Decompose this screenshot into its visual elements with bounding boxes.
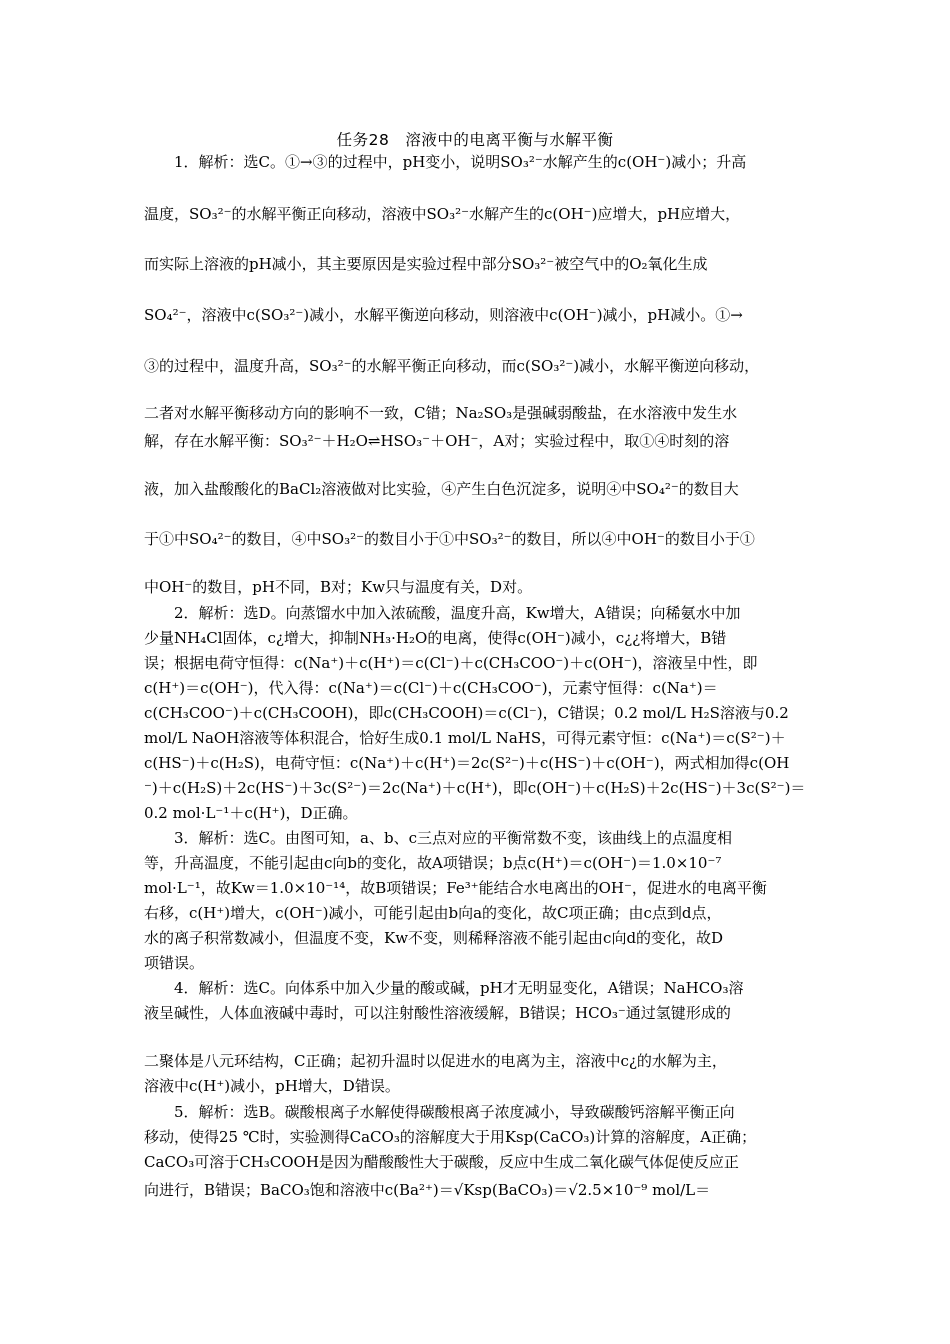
- text-line: 液，加入盐酸酸化的BaCl₂溶液做对比实验，④产生白色沉淀多，说明④中SO₄²⁻的数目大: [144, 480, 739, 498]
- text-line: 右移，c(H⁺)增大，c(OH⁻)减小，可能引起由b向a的变化，故C项正确；由c点到d点，: [144, 904, 722, 922]
- text-line: 溶液中c(H⁺)减小，pH增大，D错误。: [144, 1077, 400, 1095]
- text-line: mol·L⁻¹，故Kw＝1.0×10⁻¹⁴，故B项错误；Fe³⁺能结合水电离出的OH⁻，促进水的电离平衡: [144, 879, 767, 897]
- text-line: 5．解析：选B。碳酸根离子水解使得碳酸根离子浓度减小，导致碳酸钙溶解平衡正向: [144, 1103, 735, 1121]
- text-line: mol/L NaOH溶液等体积混合，恰好生成0.1 mol/L NaHS，可得元素守恒：c(Na⁺)＝c(S²⁻)＋: [144, 729, 786, 747]
- text-line: 少量NH₄Cl固体，c¿增大，抑制NH₃·H₂O的电离，使得c(OH⁻)减小，c¿¿将增大，B错: [144, 629, 727, 647]
- text-line: 水的离子积常数减小，但温度不变，Kw不变，则稀释溶液不能引起由c向d的变化，故D: [144, 929, 724, 947]
- text-line: 解，存在水解平衡：SO₃²⁻＋H₂O⇌HSO₃⁻＋OH⁻，A对；实验过程中，取①④时刻的溶: [144, 432, 730, 450]
- text-line: 向进行，B错误；BaCO₃饱和溶液中c(Ba²⁺)＝√Ksp(BaCO₃)＝√2.5×10⁻⁹ mol/L＝: [144, 1181, 711, 1199]
- page-title: 任务28 溶液中的电离平衡与水解平衡: [336, 131, 614, 149]
- text-line: c(CH₃COO⁻)＋c(CH₃COOH)，即c(CH₃COOH)＝c(Cl⁻)，C错误；0.2 mol/L H₂S溶液与0.2: [144, 704, 789, 722]
- text-line: ③的过程中，温度升高，SO₃²⁻的水解平衡正向移动，而c(SO₃²⁻)减小，水解平衡逆向移动，: [144, 357, 760, 375]
- text-line: 1．解析：选C。①→③的过程中，pH变小，说明SO₃²⁻水解产生的c(OH⁻)减小；升高: [144, 153, 747, 171]
- text-line: 液呈碱性，人体血液碱中毒时，可以注射酸性溶液缓解，B错误；HCO₃⁻通过氢键形成的: [144, 1004, 731, 1022]
- text-line: 中OH⁻的数目，pH不同，B对；Kw只与温度有关，D对。: [144, 578, 533, 596]
- text-line: 误；根据电荷守恒得：c(Na⁺)＋c(H⁺)＝c(Cl⁻)＋c(CH₃COO⁻)＋c(OH⁻)，溶液呈中性，即: [144, 654, 758, 672]
- text-line: 移动，使得25 ℃时，实验测得CaCO₃的溶解度大于用Ksp(CaCO₃)计算的溶解度，A正确；: [144, 1128, 757, 1146]
- text-line: ⁻)＋c(H₂S)＋2c(HS⁻)＋3c(S²⁻)＝2c(Na⁺)＋c(H⁺)，即c(OH⁻)＋c(H₂S)＋2c(HS⁻)＋3c(S²⁻)＝: [144, 779, 806, 797]
- text-line: 0.2 mol·L⁻¹＋c(H⁺)，D正确。: [144, 804, 358, 822]
- text-line: c(H⁺)＝c(OH⁻)，代入得：c(Na⁺)＝c(Cl⁻)＋c(CH₃COO⁻)，元素守恒得：c(Na⁺)＝: [144, 679, 718, 697]
- text-line: 4．解析：选C。向体系中加入少量的酸或碱，pH才无明显变化，A错误；NaHCO₃溶: [144, 979, 744, 997]
- text-line: 而实际上溶液的pH减小，其主要原因是实验过程中部分SO₃²⁻被空气中的O₂氧化生成: [144, 255, 708, 273]
- text-line: 等，升高温度，不能引起由c向b的变化，故A项错误；b点c(H⁺)＝c(OH⁻)＝1.0×10⁻⁷: [144, 854, 722, 872]
- text-line: SO₄²⁻，溶液中c(SO₃²⁻)减小，水解平衡逆向移动，则溶液中c(OH⁻)减小，pH减小。①→: [144, 306, 743, 324]
- text-line: 二聚体是八元环结构，C正确；起初升温时以促进水的电离为主，溶液中c¿的水解为主，: [144, 1052, 727, 1070]
- text-line: CaCO₃可溶于CH₃COOH是因为醋酸酸性大于碳酸，反应中生成二氧化碳气体促使反应正: [144, 1153, 739, 1171]
- text-line: 于①中SO₄²⁻的数目，④中SO₃²⁻的数目小于①中SO₃²⁻的数目，所以④中OH⁻的数目小于①: [144, 530, 755, 548]
- text-line: 项错误。: [144, 954, 205, 972]
- text-line: 2．解析：选D。向蒸馏水中加入浓硫酸，温度升高，Kw增大，A错误；向稀氨水中加: [144, 604, 741, 622]
- text-line: c(HS⁻)＋c(H₂S)，电荷守恒：c(Na⁺)＋c(H⁺)＝2c(S²⁻)＋c(HS⁻)＋c(OH⁻)，两式相加得c(OH: [144, 754, 790, 772]
- text-line: 3．解析：选C。由图可知，a、b、c三点对应的平衡常数不变，该曲线上的点温度相: [144, 829, 732, 847]
- text-line: 温度，SO₃²⁻的水解平衡正向移动，溶液中SO₃²⁻水解产生的c(OH⁻)应增大，pH应增大，: [144, 205, 741, 223]
- text-line: 二者对水解平衡移动方向的影响不一致，C错；Na₂SO₃是强碱弱酸盐，在水溶液中发生水: [144, 404, 738, 422]
